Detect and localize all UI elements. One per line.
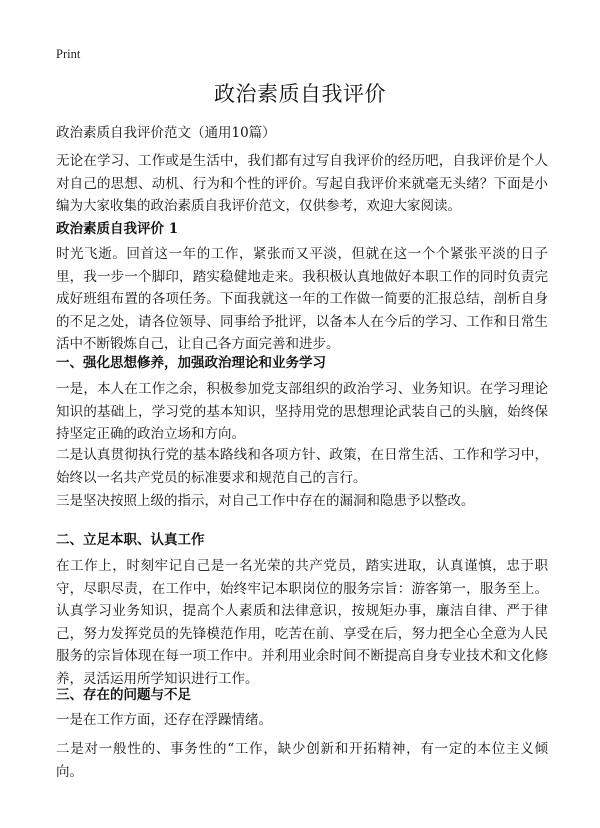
section-1-paragraph: 时光飞逝。回首这一年的工作，紧张而又平淡，但就在这一个个紧张平淡的日子里，我一步一个脚印，踏实稳健地走来。我积极认真地做好本职工作的同时负责完成好班组布置的各项任务。下面我就这一年的工作做一简要的汇报总结，剖析自身的不足之处，请各位领导、同事给予批评，以备本人在今后的学习、工作和日常生活中不断锻炼自己，让自己各方面完善和进步。: [56, 246, 548, 352]
part-1-paragraph-1: 一是，本人在工作之余，积极参加党支部组织的政治学习、业务知识。在学习理论知识的基础上，学习党的基本知识，坚持用党的思想理论武装自己的头脑，始终保持坚定正确的政治立场和方向。: [56, 381, 548, 442]
part-3-paragraph-1: 一是在工作方面，还存在浮躁情绪。: [56, 712, 272, 728]
print-link[interactable]: Print: [56, 47, 81, 61]
part-1-heading: 一、强化思想修养，加强政治理论和业务学习: [56, 355, 326, 371]
part-3-paragraph-2: 二是对一般性的、事务性的“工作，缺少创新和开拓精神，有一定的本位主义倾向。: [56, 741, 548, 780]
part-1-paragraph-2: 二是认真贯彻执行党的基本路线和各项方针、政策，在日常生活、工作和学习中，始终以一名共产党员的标准要求和规范自己的言行。: [56, 447, 548, 486]
document-subtitle: 政治素质自我评价范文（通用10篇）: [56, 125, 276, 141]
part-2-paragraph-1: 在工作上，时刻牢记自己是一名光荣的共产党员，踏实进取，认真谨慎，忠于职守，尽职尽责，在工作中，始终牢记本职岗位的服务宗旨：游客第一，服务至上。认真学习业务知识，提高个人素质和法律意识，按规矩办事，廉洁自律、严于律己，努力发挥党员的先锋模范作用，吃苦在前、享受在后，努力把全心全意为人民服务的宗旨体现在每一项工作中。并利用业余时间不断提高自身专业技术和文化修养，灵活运用所学知识进行工作。: [56, 558, 548, 687]
page-title: 政治素质自我评价: [214, 82, 386, 106]
section-heading-1: 政治素质自我评价 1: [56, 221, 179, 237]
part-1-paragraph-3: 三是坚决按照上级的指示，对自己工作中存在的漏洞和隐患予以整改。: [56, 493, 475, 509]
part-2-heading: 二、立足本职、认真工作: [56, 532, 205, 548]
intro-paragraph: 无论在学习、工作或是生活中，我们都有过写自我评价的经历吧，自我评价是个人对自己的思想、动机、行为和个性的评价。写起自我评价来就毫无头绪？下面是小编为大家收集的政治素质自我评价范文，仅供参考，欢迎大家阅读。: [56, 153, 548, 214]
part-3-heading: 三、存在的问题与不足: [56, 687, 191, 703]
